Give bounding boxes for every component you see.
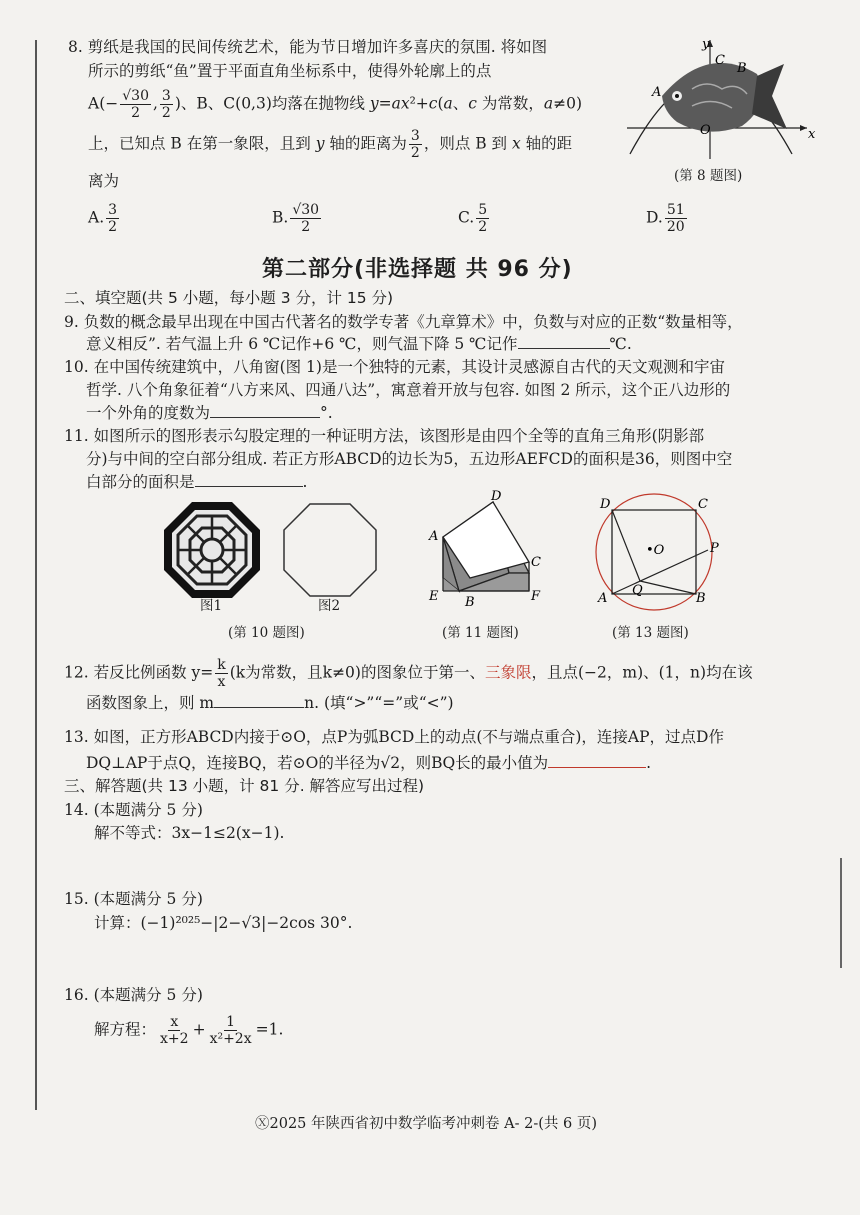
q15-body: 计算：(−1)²⁰²⁵−|2−√3|−2cos 30°.	[94, 914, 353, 932]
q8-line4: 上，已知点 B 在第一象限，且到 y 轴的距离为 $\frac{3}{2}$ ，则点 B 到 x 轴的距	[88, 128, 573, 161]
q8-option-d: D. $\frac{51}{20}$	[646, 202, 685, 235]
fig13-label-a: A	[598, 591, 608, 606]
fig11-label-a: A	[429, 529, 439, 544]
fig11-label-c: C	[531, 555, 541, 570]
fig13-label-o: •O	[646, 543, 665, 558]
section2-heading: 二、填空题(共 5 小题，每小题 3 分，计 15 分)	[64, 289, 394, 307]
fig8-label-x: x	[808, 127, 816, 142]
q8-option-c: C. $\frac{5}{2}$	[458, 202, 488, 235]
q11-line2: 分)与中间的空白部分组成. 若正方形ABCD的边长为5，五边形AEFCD的面积是36，则图中空	[86, 450, 733, 468]
fig13-label-q: Q	[632, 583, 643, 598]
q8-line1: 8. 剪纸是我国的民间传统艺术，能为节日增加许多喜庆的氛围. 将如图	[68, 38, 548, 56]
q9-line1: 9. 负数的概念最早出现在中国古代著名的数学专著《九章算术》中，负数与对应的正数“数量相等，	[64, 313, 743, 331]
fig2-caption: 图2	[318, 598, 341, 614]
page-footer: Ⓧ2025 年陕西省初中数学临考冲刺卷 A- 2-(共 6 页)	[255, 1116, 597, 1132]
fig11-label-f: F	[531, 589, 541, 604]
q10-caption: (第 10 题图)	[228, 625, 305, 641]
fig1-octagon-window	[162, 500, 262, 600]
q10-line2: 哲学. 八个角象征着“八方来风、四通八达”，寓意着开放与包容. 如图 2 所示，这个正八边形的	[86, 381, 731, 399]
q8-line3: A(− $\frac{√30}{2}$ , $\frac{3}{2}$ )、B、C(0,3)均落在抛物线 y=ax²+c(a、c 为常数，a≠0)	[88, 88, 583, 121]
fig13-circle-square	[588, 490, 723, 615]
fig13-label-p: P	[710, 541, 719, 556]
fig1-caption: 图1	[200, 598, 223, 614]
q11-answer-blank[interactable]	[195, 470, 303, 487]
q15-heading: 15. (本题满分 5 分)	[64, 890, 203, 908]
margin-line	[35, 40, 37, 1110]
q11-caption: (第 11 题图)	[442, 625, 519, 641]
q8-option-b: B. $\frac{√30}{2}$	[272, 202, 320, 235]
q11-line3: 白部分的面积是 .	[86, 469, 307, 495]
section3-heading: 三、解答题(共 13 小题，计 81 分. 解答应写出过程)	[64, 777, 425, 795]
q8-fish-figure	[622, 34, 822, 164]
fig8-label-b: B	[737, 61, 747, 76]
fig11-label-d: D	[491, 489, 502, 504]
q8-caption: (第 8 题图)	[674, 168, 743, 184]
q13-line2: DQ⊥AP于点Q，连接BQ，若⊙O的半径为√2，则BQ长的最小值为 .	[86, 750, 651, 776]
q10-line1: 10. 在中国传统建筑中，八角窗(图 1)是一个独特的元素，其设计灵感源自古代的天文观测和宇宙	[64, 358, 725, 376]
q9-line2: 意义相反”. 若气温上升 6 ℃记作+6 ℃，则气温下降 5 ℃记作 ℃.	[86, 331, 632, 357]
q16-body: 解方程： $\frac{x}{x+2}$ + $\frac{1}{\text{x²+2x}}$ =1.	[94, 1014, 284, 1047]
q9-answer-blank[interactable]	[518, 332, 610, 349]
q14-heading: 14. (本题满分 5 分)	[64, 801, 203, 819]
fig11-label-b: B	[465, 595, 475, 610]
q11-line1: 11. 如图所示的图形表示勾股定理的一种证明方法，该图形是由四个全等的直角三角形(阴影部	[64, 427, 705, 445]
fig13-label-c: C	[698, 497, 708, 512]
q8-option-a: A. $\frac{3}{2}$	[88, 202, 118, 235]
fig11-label-e: E	[429, 589, 439, 604]
q10-answer-blank[interactable]	[210, 401, 320, 418]
q13-answer-blank[interactable]	[548, 751, 646, 768]
fig8-label-c: C	[715, 53, 725, 68]
q8-line2: 所示的剪纸“鱼”置于平面直角坐标系中，使得外轮廓上的点	[88, 62, 492, 80]
q13-line1: 13. 如图，正方形ABCD内接于⊙O，点P为弧BCD上的动点(不与端点重合)，连接AP，过点D作	[64, 728, 724, 746]
q14-body: 解不等式：3x−1≤2(x−1).	[94, 824, 285, 842]
q10-line3: 一个外角的度数为 °.	[86, 400, 333, 426]
q12-line2: 函数图象上，则 m n. (填“>”“=”或“<”)	[86, 690, 454, 716]
q12-line1: 12. 若反比例函数 y= $\frac{k}{x}$ (k为常数，且k≠0)的图象位于第一、三象限，且点(−2，m)、(1，n)均在该	[64, 657, 753, 690]
fig8-label-a: A	[652, 85, 662, 100]
q13-caption: (第 13 题图)	[612, 625, 689, 641]
margin-mark	[840, 858, 842, 968]
q8-line5: 离为	[88, 172, 120, 190]
fig8-label-y: y	[702, 37, 710, 52]
fig8-label-o: O	[700, 123, 711, 138]
fig11-pythagoras	[425, 488, 555, 613]
fig2-octagon	[280, 500, 380, 600]
q12-answer-blank[interactable]	[214, 691, 304, 708]
q16-heading: 16. (本题满分 5 分)	[64, 986, 203, 1004]
fig13-label-b: B	[696, 591, 706, 606]
part2-title: 第二部分(非选择题 共 96 分)	[262, 257, 573, 282]
fig13-label-d: D	[600, 497, 611, 512]
